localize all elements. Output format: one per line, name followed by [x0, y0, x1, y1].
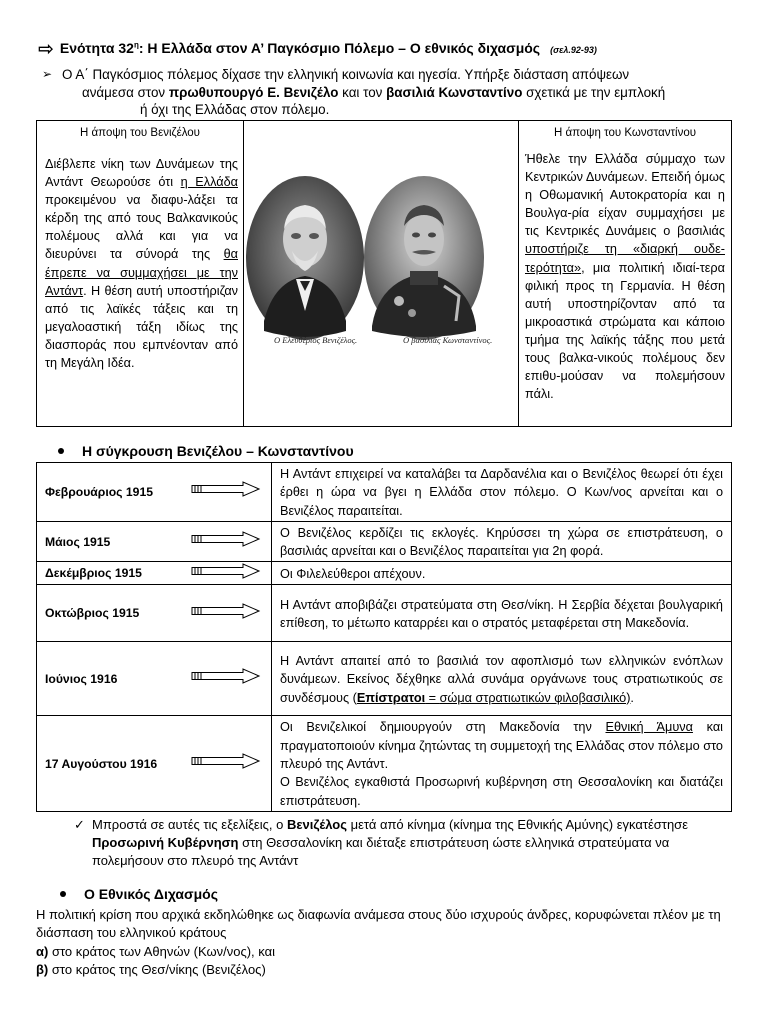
text-run: Ήθελε την Ελλάδα σύμμαχο των Κεντρικών Δυνάμεων. Επειδή όμως η Οθωμανική Αυτοκρατορία και η Βουλγα-ρία είχαν συμμαχήσει με τις Κεντρικές Δυνάμεις ο βασιλιάς: [525, 152, 725, 239]
timeline-row: [37, 521, 732, 562]
text-run: , μια πολιτική ιδιαί-τερα φιλική προς τη Γερμανία. Η θέση αυτή υποστηρίζονταν από τα μικροαστικά στρώματα και κάποιο τμήμα της λαϊκής τάξης που μετά τους βαλκα-νικούς πολέμους δεν επιθυ-μούσαν να πολεμήσουν πάλι.: [525, 260, 725, 402]
conflict-heading: [58, 443, 354, 459]
text-run: Ο Βενιζέλος εγκαθιστά Προσωρινή κυβέρνηση στη Θεσσαλονίκη και διατάζει επιστράτευση.: [280, 775, 723, 808]
timeline-event: [272, 463, 732, 522]
text-run: θα έπρεπε να συμμαχήσει με την Αντάντ: [45, 247, 238, 298]
text-run: Εθνική Άμυνα: [605, 720, 693, 735]
constantine-view-heading: Η άποψη του Κωνσταντίνου: [553, 127, 697, 139]
timeline-event: [272, 562, 732, 585]
schism-heading-text: Ο Εθνικός Διχασμός: [84, 886, 218, 902]
text-run: υποστήριζε τη «διαρκή ουδε-τερότητα»: [525, 242, 725, 275]
intro-text: ανάμεσα στον: [82, 84, 169, 100]
text-run: μετά από κίνημα (κίνημα της Εθνικής Αμύνης) εγκατέστησε: [346, 817, 688, 832]
constantine-view-text: [519, 146, 731, 403]
timeline-date: Ιούνιος 1916: [37, 642, 192, 716]
venizelos-view-cell: [37, 121, 244, 427]
page-title: [38, 38, 597, 61]
timeline-row: [37, 716, 732, 811]
bullet-dot-icon: [58, 448, 64, 454]
text-run: Η Αντάντ αποβιβάζει στρατεύματα στη Θεσ/νίκη. Η Σερβία δέχεται βουλγαρική επίθεση, το μέτωπο καταρρέει και ο στρατός μεταφέρεται στη Μακεδονία.: [280, 597, 723, 630]
intro-line-1: Ο Α΄ Παγκόσμιος πόλεμος δίχασε την ελληνική κοινωνία και ηγεσία. Υπήρξε διάσταση απόψεων: [62, 67, 630, 82]
timeline-row: [37, 463, 732, 522]
right-arrow-icon: [191, 562, 272, 585]
right-arrow-icon: [191, 521, 272, 562]
right-arrow-icon: [191, 716, 272, 811]
timeline-event: [272, 585, 732, 642]
text-run: Βενιζέλος: [286, 817, 347, 832]
text-run: Η Αντάντ επιχειρεί να καταλάβει τα Δαρδανέλια και ο Βενιζέλος θεωρεί ότι έχει έρθει η ώρα να βγει η Ελλάδα στον πόλεμο. Ο Κων/νος αρνείται και ο Βενιζέλος παραιτείται.: [280, 467, 723, 518]
schism-text: Η πολιτική κρίση που αρχικά εκδηλώθηκε ως διαφωνία ανάμεσα στους δύο ισχυρούς άνδρες, κορυφώνεται πλέον με τη διάσπαση του ελληνικού κράτους: [36, 907, 721, 941]
text-run: προκειμένου να διαφυ-λάξει τα κέρδη της από τους Βαλκανικούς πολέμους αλλά και για να διευρύνει τα σύνορά της: [45, 193, 238, 262]
intro-text: και τον: [338, 84, 387, 100]
title-text: : Η Ελλάδα στον Α’ Παγκόσμιο Πόλεμο – Ο εθνικός διχασμός: [138, 40, 541, 56]
timeline-event: [272, 642, 732, 716]
text-run: . Η θέση αυτή υποστήριζαν από τις λαϊκές τάξεις και τη μεγαλοαστική τάξη ιδίως της διασποράς που εμπνέονταν από τη Μεγάλη Ιδέα.: [45, 283, 238, 371]
schism-b-label: β): [36, 962, 49, 978]
venizelos-portrait: [246, 176, 364, 340]
text-run: σώμα στρατιωτικών φιλοβασιλικό): [439, 690, 631, 705]
portraits-image: [244, 121, 518, 421]
checkpoint-text: [92, 817, 688, 868]
intro-constantine: βασιλιά Κωνσταντίνο: [386, 84, 523, 100]
text-run: Ο Βενιζέλος κερδίζει τις εκλογές. Κηρύσσει τη χώρα σε επιστράτευση, ο βασιλιάς αρνείται και ο Βενιζέλος παραιτείται για 2η φορά.: [280, 525, 723, 559]
text-run: =: [425, 690, 440, 705]
right-arrow-icon: [191, 642, 272, 716]
text-run: στη Θεσσαλονίκη και διέταξε επιστράτευση ώστε ελληνικά στρατεύματα να πολεμήσουν στο πλευρό της Αντάντ: [92, 835, 670, 869]
constantine-portrait: [364, 176, 484, 340]
schism-paragraph: [36, 906, 736, 980]
timeline-date: Οκτώβριος 1915: [37, 585, 192, 642]
title-prefix: Ενότητα 32: [59, 40, 134, 56]
timeline-event: [272, 716, 732, 811]
timeline-row: [37, 585, 732, 642]
checkpoint-paragraph: [74, 816, 692, 871]
schism-b-text: στο κράτος της Θεσ/νίκης (Βενιζέλος): [48, 962, 266, 978]
title-sup: η: [133, 40, 139, 50]
constantine-caption: Ο βασιλιάς Κωνσταντίνος.: [403, 335, 493, 345]
timeline-date: Δεκέμβριος 1915: [37, 562, 192, 585]
text-run: Διέβλεπε νίκη των Δυνάμεων της Αντάντ Θεωρούσε ότι: [45, 157, 238, 190]
text-run: Προσωρινή Κυβέρνηση: [92, 835, 239, 851]
bullet-dot-icon: [60, 891, 66, 897]
text-run: Οι Φιλελεύθεροι απέχουν.: [280, 566, 426, 581]
schism-a-label: α): [36, 943, 49, 959]
text-run: Η Αντάντ απαιτεί από το βασιλιά τον αφοπλισμό των ελληνικών ενόπλων δυνάμεων. Εκείνος δέχθηκε αλλά συνάμα οργάνωνε τους στρατιωτικούς σε συνδέσμους (: [280, 654, 723, 705]
text-run: Επίστρατοι: [356, 690, 426, 705]
text-run: και πραγματοποιούν κίνημα ζητώντας τη συμμετοχή της Ελλάδας στον πόλεμο στο πλευρό της Αντάντ.: [280, 720, 723, 772]
timeline-row: [37, 562, 732, 585]
venizelos-view-heading: Η άποψη του Βενιζέλου: [80, 127, 200, 139]
schism-item-b: [36, 961, 736, 979]
text-run: Οι Βενιζελικοί δημιουργούν στη Μακεδονία την: [280, 720, 606, 735]
intro-text: σχετικά με την εμπλοκή: [522, 84, 666, 100]
timeline-event: [272, 521, 732, 562]
views-table: [36, 120, 732, 427]
page-reference: (σελ.92-93): [550, 45, 597, 55]
intro-line-3: ή όχι της Ελλάδας στον πόλεμο.: [140, 102, 330, 117]
timeline-table: [36, 462, 732, 812]
right-arrow-icon: ⇨: [38, 39, 54, 60]
text-run: η Ελλάδα: [180, 175, 238, 190]
schism-heading: [60, 886, 218, 902]
text-run: .: [630, 690, 634, 705]
portraits-cell: [244, 121, 519, 427]
timeline-row: [37, 642, 732, 716]
arrow-bullet-icon: ➢: [42, 67, 53, 81]
right-arrow-icon: [191, 585, 272, 642]
right-arrow-icon: [191, 463, 272, 522]
timeline-date: Φεβρουάριος 1915: [37, 463, 192, 522]
schism-item-a: [36, 943, 736, 961]
schism-a-text: στο κράτος των Αθηνών (Κων/νος), και: [48, 943, 276, 959]
checkmark-icon: ✓: [74, 817, 85, 832]
intro-line-2: [62, 84, 722, 102]
timeline-date: Μάιος 1915: [37, 521, 192, 562]
venizelos-caption: Ο Ελευθέριος Βενιζέλος.: [274, 335, 358, 345]
conflict-heading-text: Η σύγκρουση Βενιζέλου – Κωνσταντίνου: [82, 443, 354, 459]
timeline-date: 17 Αυγούστου 1916: [37, 716, 192, 811]
constantine-view-cell: [519, 121, 732, 427]
venizelos-view-text: [37, 146, 243, 372]
intro-paragraph: [42, 66, 722, 119]
text-run: Μπροστά σε αυτές τις εξελίξεις, ο: [92, 817, 287, 832]
intro-venizelos: πρωθυπουργό Ε. Βενιζέλο: [168, 84, 339, 100]
